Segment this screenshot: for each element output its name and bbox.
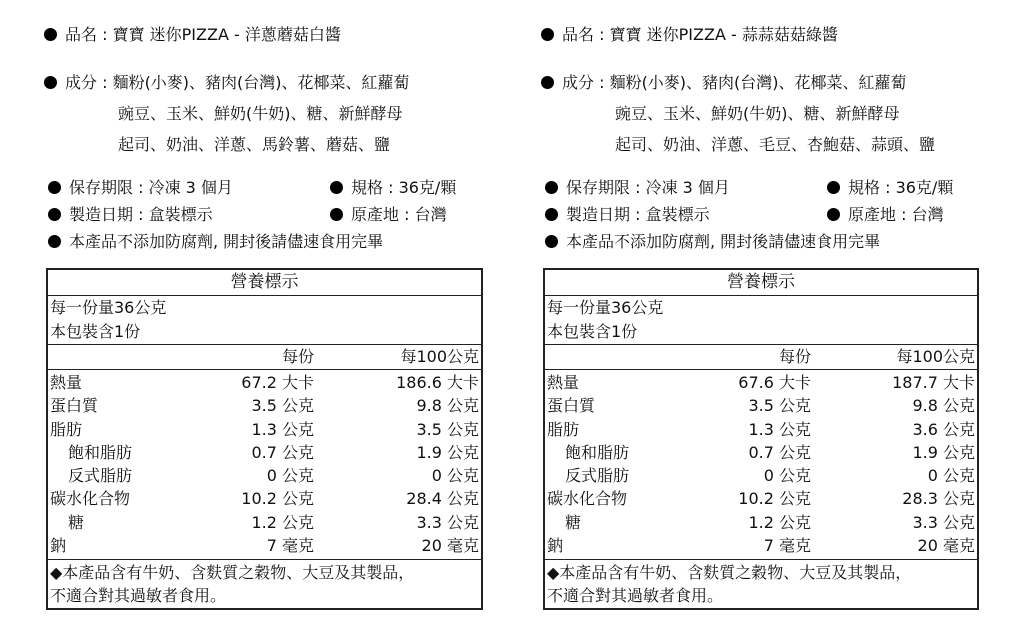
shelf-life: 保存期限 : 冷凍 3 個月 <box>69 178 233 197</box>
ingredients-line-2: 豌豆、玉米、鮮奶(牛奶)、糖、新鮮酵母 <box>118 104 403 123</box>
mfg-date: 製造日期 : 盒裝標示 <box>566 205 710 224</box>
per-100g-value: 28.3 公克 <box>902 489 975 509</box>
mfg-date-line <box>545 205 710 225</box>
table-row <box>545 371 977 394</box>
spec-line <box>827 178 953 198</box>
per-100g-value: 9.8 公克 <box>912 396 975 416</box>
preservative-note: 本產品不添加防腐劑, 開封後請儘速食用完畢 <box>69 232 384 251</box>
table-row <box>545 394 977 417</box>
spec: 規格 : 36克/顆 <box>848 178 954 197</box>
nutrient-name: 脂肪 <box>547 419 580 439</box>
table-row <box>545 418 977 441</box>
table-row <box>48 441 481 464</box>
nutrient-name: 碳水化合物 <box>547 489 628 509</box>
serving-info <box>48 296 481 345</box>
nutrient-name: 反式脂肪 <box>68 466 133 486</box>
ingredients-line <box>541 73 907 93</box>
table-row <box>48 371 481 394</box>
bullet-icon <box>827 181 840 194</box>
nutrient-name: 飽和脂肪 <box>565 442 630 462</box>
per-serving-value: 0.7 公克 <box>748 442 811 462</box>
product-name-line <box>541 25 838 45</box>
per-serving-value: 1.3 公克 <box>748 419 811 439</box>
nutrition-table <box>46 268 483 610</box>
per-serving-value: 1.2 公克 <box>251 512 314 532</box>
ingredients-line-2: 豌豆、玉米、鮮奶(牛奶)、糖、新鮮酵母 <box>615 104 900 123</box>
bullet-icon <box>48 208 61 221</box>
origin-line <box>330 205 447 225</box>
allergen-note <box>48 560 481 607</box>
bullet-icon <box>48 235 61 248</box>
per-serving-value: 3.5 公克 <box>251 396 314 416</box>
nutrient-name: 反式脂肪 <box>565 466 630 486</box>
table-row <box>545 441 977 464</box>
preservative-note-line <box>545 232 880 252</box>
per-100g-value: 28.4 公克 <box>406 489 479 509</box>
bullet-icon <box>545 208 558 221</box>
allergen-line-2: 不適合對其過敏者食用。 <box>50 586 227 606</box>
nutrition-header-row <box>545 345 977 370</box>
allergen-line-1: ◆本產品含有牛奶、含麩質之穀物、大豆及其製品， <box>50 563 415 583</box>
table-row <box>48 418 481 441</box>
col-per-100g: 每100公克 <box>400 347 479 366</box>
per-serving-value: 7 毫克 <box>763 536 811 556</box>
product-label-onion-mushroom <box>0 0 500 632</box>
shelf-life: 保存期限 : 冷凍 3 個月 <box>566 178 730 197</box>
bullet-icon <box>541 28 554 41</box>
product-name: 品名 : 寶寶 迷你PIZZA - 蒜蒜菇菇綠醬 <box>562 25 838 44</box>
spec-line <box>330 178 456 198</box>
nutrition-table <box>543 268 979 610</box>
bullet-icon <box>44 76 57 89</box>
table-row <box>545 487 977 510</box>
table-row <box>48 534 481 557</box>
table-row <box>545 464 977 487</box>
serving-size: 每一份量36公克 <box>547 298 664 317</box>
shelf-life-line <box>545 178 730 198</box>
bullet-icon <box>827 208 840 221</box>
per-serving-value: 0 公克 <box>266 466 314 486</box>
bullet-icon <box>44 28 57 41</box>
per-100g-value: 3.6 公克 <box>912 419 975 439</box>
col-per-serving: 每份 <box>281 347 314 366</box>
servings-per-package: 本包裝含1份 <box>547 322 638 341</box>
per-serving-value: 7 毫克 <box>266 536 314 556</box>
nutrient-name: 熱量 <box>50 373 83 392</box>
per-100g-value: 186.6 大卡 <box>396 373 479 392</box>
per-100g-value: 187.7 大卡 <box>892 373 975 392</box>
serving-size: 每一份量36公克 <box>50 298 167 317</box>
per-100g-value: 3.5 公克 <box>416 419 479 439</box>
header-blank <box>545 345 705 369</box>
bullet-icon <box>545 235 558 248</box>
mfg-date: 製造日期 : 盒裝標示 <box>69 205 213 224</box>
per-serving-value: 10.2 公克 <box>738 489 811 509</box>
nutrient-name: 鈉 <box>50 536 67 556</box>
ingredients-line <box>44 73 410 93</box>
mfg-date-line <box>48 205 213 225</box>
table-row <box>48 511 481 534</box>
per-100g-value: 1.9 公克 <box>416 442 479 462</box>
per-serving-value: 1.2 公克 <box>748 512 811 532</box>
allergen-note <box>545 560 977 607</box>
per-100g-value: 3.3 公克 <box>416 512 479 532</box>
header-blank <box>48 345 208 369</box>
per-100g-value: 9.8 公克 <box>416 396 479 416</box>
nutrient-name: 脂肪 <box>50 419 83 439</box>
per-100g-value: 20 毫克 <box>917 536 975 556</box>
nutrition-title: 營養標示 <box>48 270 481 296</box>
serving-info <box>545 296 977 345</box>
bullet-icon <box>541 76 554 89</box>
table-row <box>48 464 481 487</box>
nutrient-name: 碳水化合物 <box>50 489 131 509</box>
col-per-100g: 每100公克 <box>896 347 975 366</box>
ingredients-line-3: 起司、奶油、洋蔥、毛豆、杏鮑菇、蒜頭、鹽 <box>615 135 936 154</box>
origin: 原產地 : 台灣 <box>351 205 447 224</box>
per-serving-value: 3.5 公克 <box>748 396 811 416</box>
origin: 原產地 : 台灣 <box>848 205 944 224</box>
per-serving-value: 10.2 公克 <box>241 489 314 509</box>
nutrient-name: 熱量 <box>547 373 580 392</box>
col-per-serving: 每份 <box>778 347 811 366</box>
per-serving-value: 67.6 大卡 <box>738 373 811 392</box>
product-name: 品名 : 寶寶 迷你PIZZA - 洋蔥蘑菇白醬 <box>65 25 341 44</box>
per-100g-value: 0 公克 <box>431 466 479 486</box>
preservative-note-line <box>48 232 383 252</box>
bullet-icon <box>545 181 558 194</box>
ingredients: 成分 : 麵粉(小麥)、豬肉(台灣)、花椰菜、紅蘿蔔 <box>65 73 410 92</box>
per-100g-value: 3.3 公克 <box>912 512 975 532</box>
nutrition-rows <box>48 370 481 560</box>
per-100g-value: 20 毫克 <box>421 536 479 556</box>
preservative-note: 本產品不添加防腐劑, 開封後請儘速食用完畢 <box>566 232 881 251</box>
shelf-life-line <box>48 178 233 198</box>
table-row <box>545 511 977 534</box>
allergen-line-1: ◆本產品含有牛奶、含麩質之穀物、大豆及其製品， <box>547 563 912 583</box>
per-100g-value: 0 公克 <box>927 466 975 486</box>
allergen-line-2: 不適合對其過敏者食用。 <box>547 586 724 606</box>
nutrition-rows <box>545 370 977 560</box>
per-serving-value: 0 公克 <box>763 466 811 486</box>
ingredients-line-3: 起司、奶油、洋蔥、馬鈴薯、蘑菇、鹽 <box>118 135 391 154</box>
per-100g-value: 1.9 公克 <box>912 442 975 462</box>
servings-per-package: 本包裝含1份 <box>50 322 141 341</box>
nutrient-name: 蛋白質 <box>50 396 99 416</box>
nutrient-name: 蛋白質 <box>547 396 596 416</box>
per-serving-value: 1.3 公克 <box>251 419 314 439</box>
bullet-icon <box>330 208 343 221</box>
spec: 規格 : 36克/顆 <box>351 178 457 197</box>
per-serving-value: 0.7 公克 <box>251 442 314 462</box>
nutrient-name: 鈉 <box>547 536 564 556</box>
nutrient-name: 飽和脂肪 <box>68 442 133 462</box>
nutrient-name: 糖 <box>68 512 85 532</box>
per-serving-value: 67.2 大卡 <box>241 373 314 392</box>
nutrition-title: 營養標示 <box>545 270 977 296</box>
bullet-icon <box>48 181 61 194</box>
table-row <box>48 487 481 510</box>
nutrient-name: 糖 <box>565 512 582 532</box>
table-row <box>48 394 481 417</box>
bullet-icon <box>330 181 343 194</box>
table-row <box>545 534 977 557</box>
product-label-garlic-mushroom <box>497 0 997 632</box>
product-name-line <box>44 25 341 45</box>
ingredients: 成分 : 麵粉(小麥)、豬肉(台灣)、花椰菜、紅蘿蔔 <box>562 73 907 92</box>
origin-line <box>827 205 944 225</box>
nutrition-header-row <box>48 345 481 370</box>
